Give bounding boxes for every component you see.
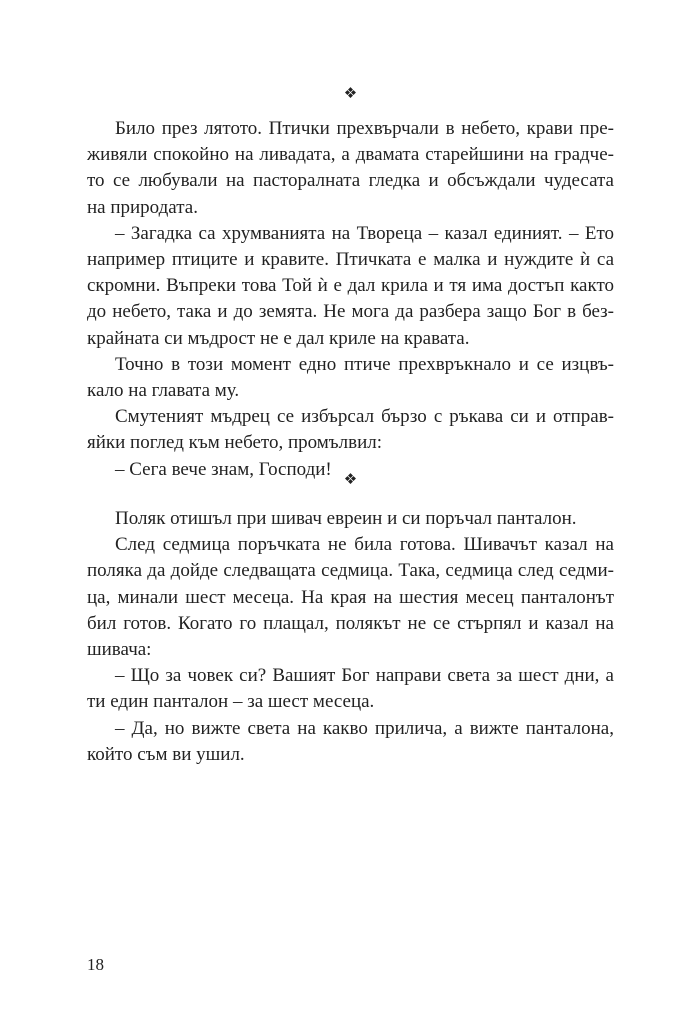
anecdote-section-2 <box>87 506 614 768</box>
paragraph <box>87 663 614 715</box>
paragraph <box>87 404 614 456</box>
text-line: живяли спокойно на ливадата, а двамата старейшини на градче- <box>87 144 614 166</box>
text-line: яйки поглед към небето, промълвил: <box>87 432 383 454</box>
text-line: то се любували на пасторалната гледка и обсъждали чудесата <box>87 170 614 192</box>
text-line: ти един панталон – за шест месеца. <box>87 691 375 713</box>
section-divider-ornament: ❖ <box>343 470 358 488</box>
paragraph <box>87 716 614 768</box>
text-line: Поляк отишъл при шивач евреин и си поръчал панталон. <box>115 508 577 529</box>
paragraph <box>87 116 614 221</box>
text-line: кало на главата му. <box>87 380 240 402</box>
text-line: до небето, така и до земята. Не мога да разбера защо Бог в без- <box>87 301 614 323</box>
text-line: скромни. Въпреки това Той ѝ е дал крила и тя има достъп както <box>87 275 614 297</box>
text-line: който съм ви ушил. <box>87 743 245 765</box>
text-line: – Сега вече знам, Господи! <box>115 458 332 480</box>
text-line: – Загадка са хрумванията на Твореца – казал единият. – Ето <box>115 222 614 244</box>
text-line: на природата. <box>87 196 198 218</box>
page-number: 18 <box>87 955 104 974</box>
text-line: Смутеният мъдрец се избърсал бързо с ръкава си и отправ- <box>115 406 614 428</box>
text-line: шивача: <box>87 639 152 661</box>
text-line: например птиците и кравите. Птичката е малка и нуждите ѝ са <box>87 249 614 271</box>
text-line: ца, минали шест месеца. На края на шестия месец панталонът <box>87 586 614 608</box>
paragraph <box>87 221 614 352</box>
text-line: – Да, но вижте света на какво прилича, а вижте панталона, <box>115 717 614 739</box>
book-page <box>87 0 614 1028</box>
text-line: крайната си мъдрост не е дал криле на кравата. <box>87 327 470 349</box>
paragraph <box>87 506 614 532</box>
text-line: Точно в този момент едно птиче прехвръкнало и се изцвъ- <box>115 353 614 375</box>
paragraph <box>87 352 614 404</box>
paragraph <box>87 532 614 663</box>
text-line: – Що за човек си? Вашият Бог направи света за шест дни, а <box>115 665 614 687</box>
text-line: След седмица поръчката не била готова. Шивачът казал на <box>115 534 614 556</box>
text-line: Било през лятото. Птички прехвърчали в небето, крави пре- <box>115 118 614 139</box>
section-divider-ornament: ❖ <box>343 84 358 102</box>
text-line: поляка да дойде следващата седмица. Така, седмица след седми- <box>87 560 614 582</box>
anecdote-section-1 <box>87 116 614 483</box>
text-line: бил готов. Когато го плащал, полякът не се стърпял и казал на <box>87 612 614 634</box>
